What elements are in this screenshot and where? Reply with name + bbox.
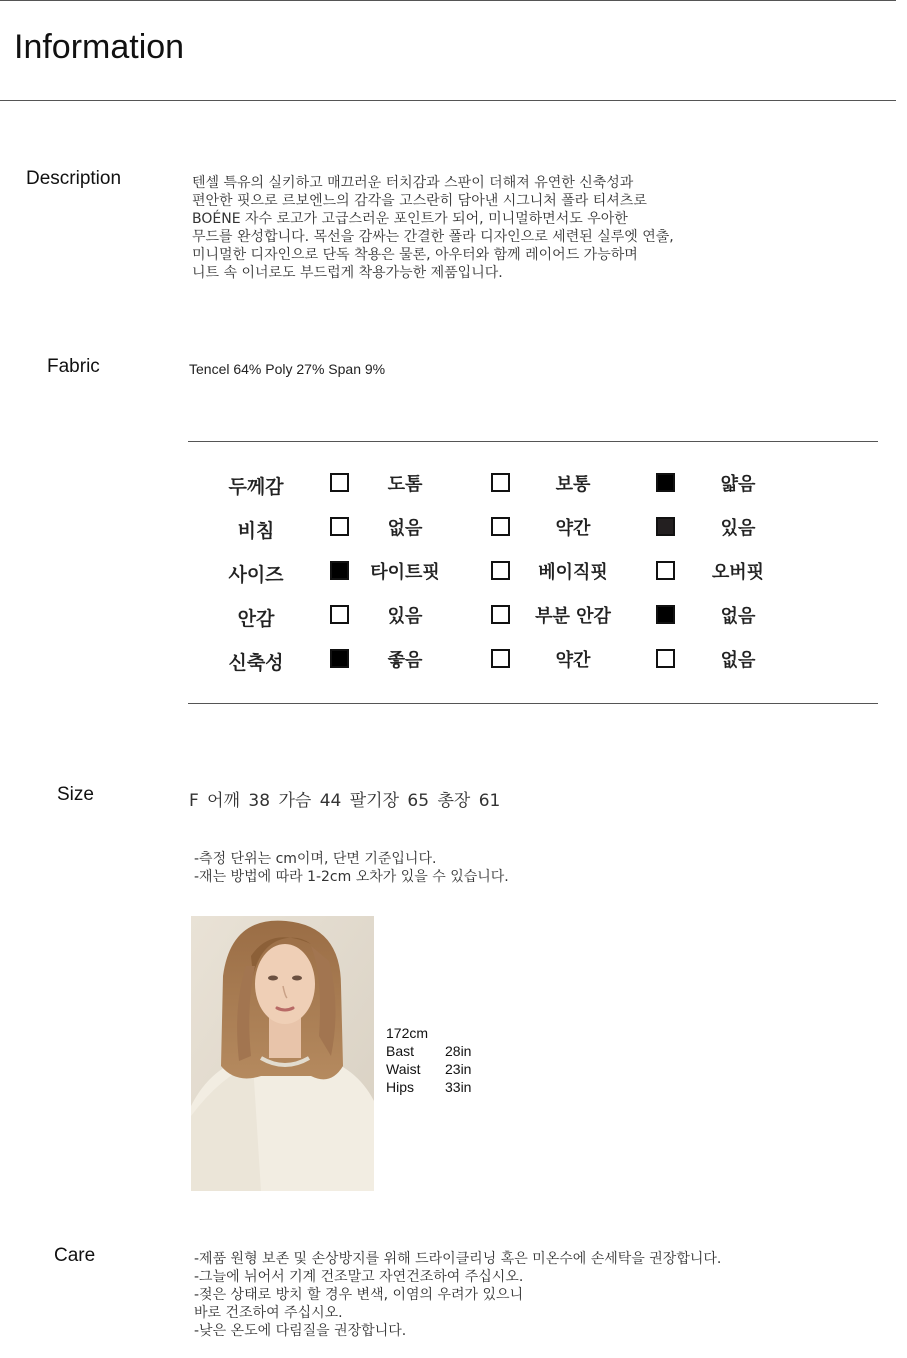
option-checkbox[interactable] xyxy=(491,605,510,624)
measure-name: Waist xyxy=(386,1061,421,1077)
description-line: BOÉNE 자수 로고가 고급스러운 포인트가 되어, 미니멀하면서도 우아한 xyxy=(192,211,628,227)
page-title: Information xyxy=(14,28,185,66)
care-line: -제품 원형 보존 및 손상방지를 위해 드라이클리닝 혹은 미온수에 손세탁을 권장합니다. xyxy=(194,1251,722,1267)
attribute-row-sheerness xyxy=(0,514,907,544)
option-label: 약간 xyxy=(555,518,591,539)
model-height: 172cm xyxy=(386,1025,429,1041)
size-note: -재는 방법에 따라 1-2cm 오차가 있을 수 있습니다. xyxy=(194,869,509,885)
option-label: 얇음 xyxy=(720,474,756,495)
option-label: 없음 xyxy=(387,518,423,539)
description-line: 미니멀한 디자인으로 단독 착용은 물론, 아우터와 함께 레이어드 가능하며 xyxy=(192,247,638,263)
care-label: Care xyxy=(54,1245,96,1266)
measure-name: Hips xyxy=(386,1079,415,1095)
option-label: 오버핏 xyxy=(711,562,765,583)
description-text xyxy=(192,174,674,282)
option-checkbox[interactable] xyxy=(491,561,510,580)
attribute-name: 비침 xyxy=(237,520,275,542)
attribute-name: 안감 xyxy=(237,608,275,630)
description-line: 니트 속 이너로도 부드럽게 착용가능한 제품입니다. xyxy=(192,265,503,281)
fabric-label: Fabric xyxy=(47,356,100,377)
fabric-value: Tencel 64% Poly 27% Span 9% xyxy=(189,361,386,377)
attribute-name: 두께감 xyxy=(228,476,284,498)
option-checkbox-checked[interactable] xyxy=(656,517,675,536)
option-label: 없음 xyxy=(720,650,756,671)
option-checkbox[interactable] xyxy=(656,561,675,580)
option-checkbox[interactable] xyxy=(491,517,510,536)
model-photo xyxy=(191,916,374,1191)
option-checkbox-checked[interactable] xyxy=(656,473,675,492)
measure-value: 23in xyxy=(445,1061,472,1077)
option-label: 부분 안감 xyxy=(535,606,611,627)
option-label: 약간 xyxy=(555,650,591,671)
description-line: 편안한 핏으로 르보엔느의 감각을 고스란히 담아낸 시그니처 폴라 티셔츠로 xyxy=(192,193,647,209)
care-line: -그늘에 뉘어서 기계 건조말고 자연건조하여 주십시오. xyxy=(194,1269,524,1285)
option-label: 좋음 xyxy=(387,650,423,671)
option-checkbox[interactable] xyxy=(656,649,675,668)
measure-value: 33in xyxy=(445,1079,472,1095)
option-label: 타이트핏 xyxy=(370,562,440,583)
option-checkbox[interactable] xyxy=(491,473,510,492)
option-label: 보통 xyxy=(555,474,591,495)
attribute-row-thickness xyxy=(0,470,907,500)
header-divider xyxy=(0,100,896,101)
attribute-row-stretch xyxy=(0,646,907,676)
option-label: 있음 xyxy=(720,518,756,539)
attribute-name: 사이즈 xyxy=(228,564,284,586)
size-notes xyxy=(194,850,509,886)
care-line: -젖은 상태로 방치 할 경우 변색, 이염의 우려가 있으니 xyxy=(194,1287,524,1303)
model-measurements xyxy=(386,1024,506,1096)
attribute-row-fit xyxy=(0,558,907,588)
option-checkbox[interactable] xyxy=(491,649,510,668)
size-label: Size xyxy=(57,784,94,805)
care-line: -낮은 온도에 다림질을 권장합니다. xyxy=(194,1323,407,1339)
grid-top-divider xyxy=(188,441,878,442)
top-divider xyxy=(0,0,896,1)
size-note: -측정 단위는 cm이며, 단면 기준입니다. xyxy=(194,851,437,867)
option-label: 있음 xyxy=(387,606,423,627)
description-label: Description xyxy=(26,168,122,189)
measure-value: 28in xyxy=(445,1043,472,1059)
attribute-name: 신축성 xyxy=(228,652,284,674)
option-label: 베이직핏 xyxy=(538,562,608,583)
size-measurements: F 어깨 38 가슴 44 팔기장 65 총장 61 xyxy=(189,791,501,811)
grid-bottom-divider xyxy=(188,703,878,704)
attribute-row-lining xyxy=(0,602,907,632)
measure-name: Bast xyxy=(386,1043,415,1059)
option-checkbox-checked[interactable] xyxy=(656,605,675,624)
description-line: 무드를 완성합니다. 목선을 감싸는 간결한 폴라 디자인으로 세련된 실루엣 연출, xyxy=(192,229,674,245)
description-line: 텐셀 특유의 실키하고 매끄러운 터치감과 스판이 더해져 유연한 신축성과 xyxy=(192,175,634,191)
care-line: 바로 건조하여 주십시오. xyxy=(194,1305,343,1321)
option-label: 도톰 xyxy=(387,474,423,495)
care-text xyxy=(194,1250,721,1340)
option-label: 없음 xyxy=(720,606,756,627)
